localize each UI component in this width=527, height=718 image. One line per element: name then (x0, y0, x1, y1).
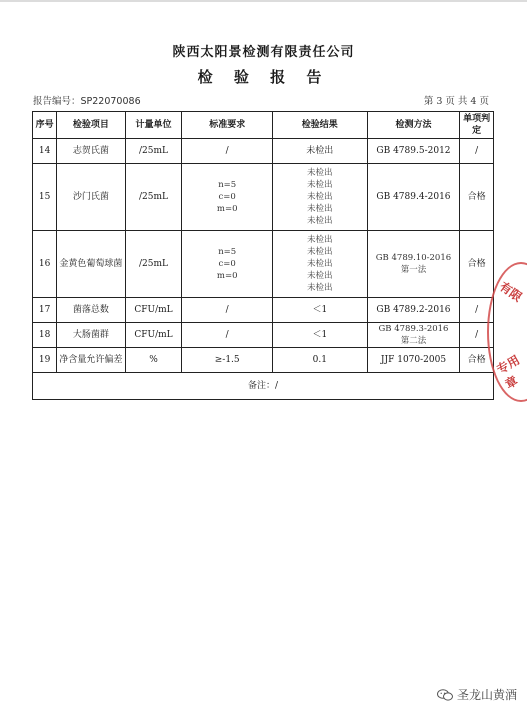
table-row (33, 298, 494, 323)
cell-result-line: 未检出 (307, 235, 333, 245)
cell-result-line: 未检出 (307, 216, 333, 226)
cell-method (367, 139, 460, 164)
table-row (33, 139, 494, 164)
cell-requirement-line: / (225, 146, 229, 156)
cell-unit: /25mL (125, 139, 182, 164)
cell-result (272, 231, 367, 298)
notes-cell: 备注：/ (33, 373, 494, 400)
cell-result (272, 323, 367, 348)
report-title: 检 验 报 告 (197, 68, 330, 86)
cell-result-line: 未检出 (306, 146, 334, 156)
cell-unit: % (125, 348, 182, 373)
page-number: 第 3 页 共 4 页 (423, 96, 489, 107)
cell-requirement-line: n=5 (218, 180, 237, 190)
cell-item: 大肠菌群 (57, 323, 125, 348)
cell-requirement-line: / (225, 330, 229, 340)
cell-item: 净含量允许偏差 (57, 348, 125, 373)
cell-method-line: GB 4789.10-2016 (375, 253, 452, 263)
cell-requirement-line: m=0 (216, 204, 238, 214)
col-header-method: 检测方法 (367, 112, 460, 139)
table-row (33, 348, 494, 373)
cell-verdict: 合格 (460, 231, 494, 298)
cell-result (272, 139, 367, 164)
cell-requirement-line: c=0 (218, 192, 236, 202)
cell-method (367, 298, 460, 323)
cell-result-line: ＜1 (312, 330, 328, 340)
cell-requirement-line: c=0 (218, 259, 236, 269)
cell-result-line: ＜1 (312, 305, 328, 315)
table-header-row (33, 112, 494, 139)
cell-method-line: GB 4789.3-2016 (378, 324, 449, 334)
cell-no: 14 (33, 139, 57, 164)
cell-requirement (182, 231, 273, 298)
cell-verdict: / (460, 298, 494, 323)
cell-result-line: 未检出 (307, 271, 333, 281)
col-header-unit: 计量单位 (125, 112, 182, 139)
col-header-no: 序号 (33, 112, 57, 139)
cell-result-line: 0.1 (312, 355, 327, 365)
cell-method (367, 348, 460, 373)
cell-method-line: JJF 1070-2005 (380, 355, 447, 365)
cell-unit: CFU/mL (125, 323, 182, 348)
page-edge (0, 0, 527, 2)
cell-requirement-line: / (225, 305, 229, 315)
cell-result-line: 未检出 (307, 247, 333, 257)
seal-text-bottom: 专用章 (494, 352, 523, 392)
col-header-item: 检验项目 (57, 112, 125, 139)
cell-requirement (182, 348, 273, 373)
cell-method-line: GB 4789.4-2016 (376, 192, 451, 202)
cell-unit: /25mL (125, 164, 182, 231)
cell-unit: /25mL (125, 231, 182, 298)
watermark (437, 686, 517, 703)
cell-result-line: 未检出 (307, 192, 333, 202)
cell-method-line: 第二法 (400, 336, 427, 346)
cell-no: 18 (33, 323, 57, 348)
cell-item: 沙门氏菌 (57, 164, 125, 231)
cell-method (367, 323, 460, 348)
cell-verdict: 合格 (460, 164, 494, 231)
cell-result (272, 348, 367, 373)
col-header-result: 检验结果 (272, 112, 367, 139)
cell-requirement (182, 298, 273, 323)
cell-verdict: 合格 (460, 348, 494, 373)
report-number: 报告编号：SP22070086 (33, 96, 141, 107)
cell-item: 菌落总数 (57, 298, 125, 323)
cell-item: 志贺氏菌 (57, 139, 125, 164)
cell-verdict: / (460, 139, 494, 164)
cell-no: 19 (33, 348, 57, 373)
cell-requirement (182, 139, 273, 164)
col-header-requirement: 标准要求 (182, 112, 273, 139)
seal-text-top: 有限 (496, 279, 525, 305)
table-row (33, 231, 494, 298)
cell-result-line: 未检出 (307, 204, 333, 214)
cell-result-line: 未检出 (307, 168, 333, 178)
table-row (33, 323, 494, 348)
results-table (32, 111, 494, 400)
cell-no: 16 (33, 231, 57, 298)
cell-no: 17 (33, 298, 57, 323)
cell-result-line: 未检出 (307, 180, 333, 190)
cell-result-line: 未检出 (307, 259, 333, 269)
cell-unit: CFU/mL (125, 298, 182, 323)
cell-requirement-line: ≥-1.5 (214, 355, 240, 365)
cell-method-line: 第一法 (400, 265, 427, 275)
cell-requirement (182, 323, 273, 348)
cell-method (367, 231, 460, 298)
cell-requirement-line: m=0 (216, 271, 238, 281)
cell-result (272, 298, 367, 323)
cell-method (367, 164, 460, 231)
table-row (33, 164, 494, 231)
notes-row (33, 373, 494, 400)
watermark-text: 圣龙山黄酒 (456, 688, 517, 702)
cell-result-line: 未检出 (307, 283, 333, 293)
wechat-icon (437, 689, 453, 701)
company-name: 陕西太阳景检测有限责任公司 (172, 45, 355, 60)
cell-requirement (182, 164, 273, 231)
cell-no: 15 (33, 164, 57, 231)
col-header-verdict: 单项判定 (460, 112, 494, 139)
cell-result (272, 164, 367, 231)
cell-method-line: GB 4789.5-2012 (376, 146, 451, 156)
cell-verdict: / (460, 323, 494, 348)
cell-method-line: GB 4789.2-2016 (376, 305, 451, 315)
cell-item: 金黄色葡萄球菌 (57, 231, 125, 298)
cell-requirement-line: n=5 (218, 247, 237, 257)
